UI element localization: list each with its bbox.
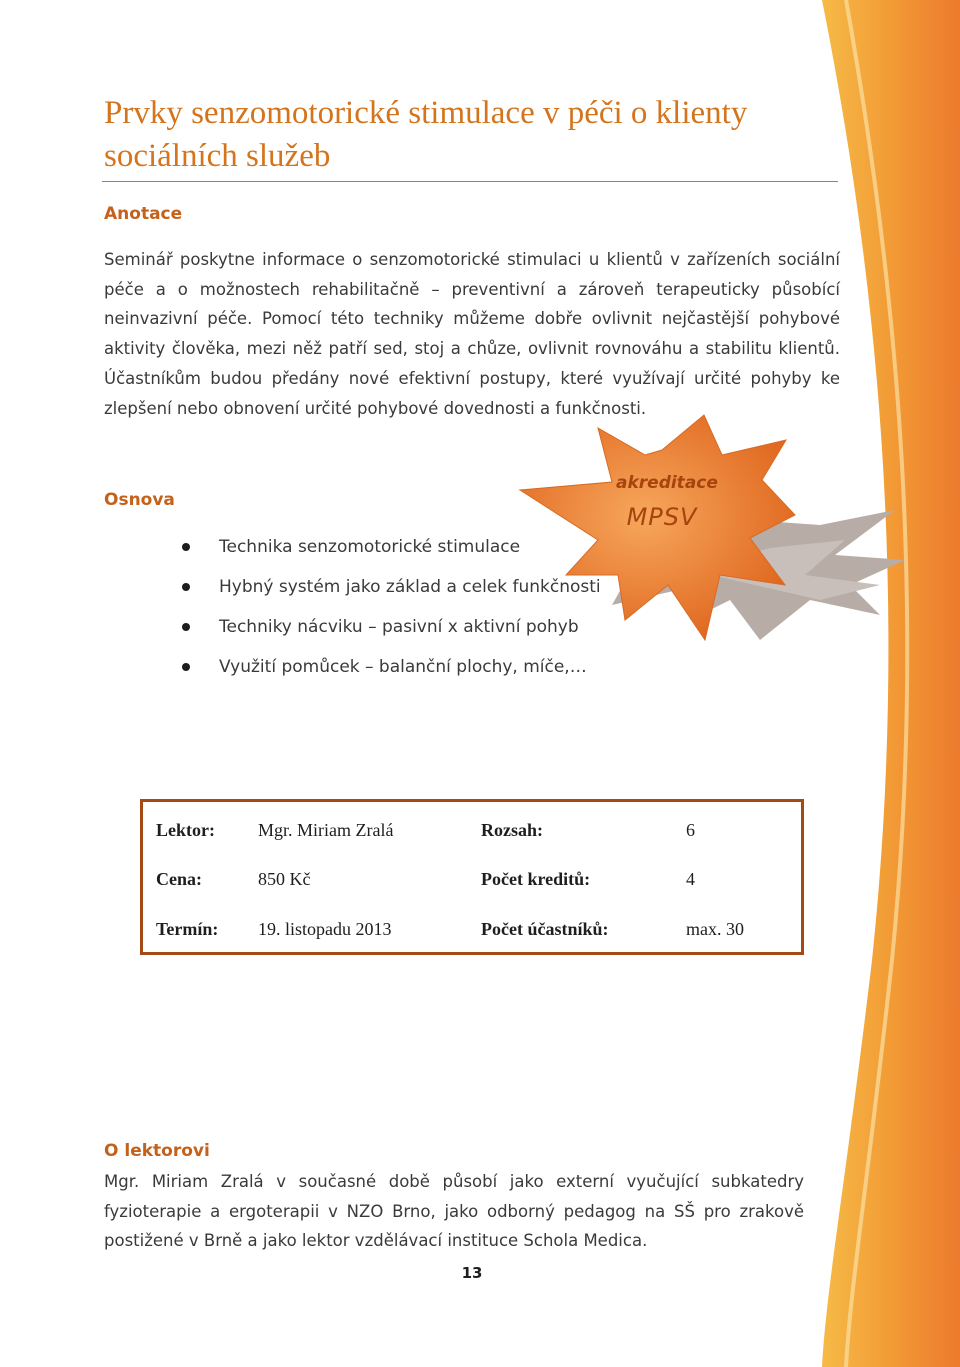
outline-item-text: Techniky nácviku – pasivní x aktivní pohyb: [219, 617, 579, 637]
bullet-icon: [182, 623, 190, 631]
lektor-label: Lektor:: [156, 820, 215, 840]
page-title: Prvky senzomotorické stimulace v péči o klienty sociálních služeb: [104, 95, 748, 174]
cena-value: 850 Kč: [258, 869, 311, 889]
course-info-box: [140, 799, 804, 955]
list-item: [180, 533, 601, 573]
lektor-value: Mgr. Miriam Zralá: [258, 820, 394, 840]
annotation-heading: Anotace: [104, 204, 183, 224]
rozsah-label: Rozsah:: [481, 820, 543, 840]
kredity-label: Počet kreditů:: [481, 869, 591, 889]
outline-item-text: Hybný systém jako základ a celek funkčnosti: [219, 577, 601, 597]
termin-value: 19. listopadu 2013: [258, 919, 392, 939]
lecturer-heading: O lektorovi: [104, 1141, 210, 1161]
kredity-value: 4: [686, 869, 695, 889]
page-number: 13: [461, 1264, 483, 1282]
termin-label: Termín:: [156, 919, 219, 939]
title-divider: [102, 181, 838, 182]
outline-item-text: Využití pomůcek – balanční plochy, míče,…: [219, 657, 587, 677]
ucastnici-value: max. 30: [686, 919, 744, 939]
badge-line-mpsv: MPSV: [626, 503, 698, 531]
cena-label: Cena:: [156, 869, 202, 889]
outline-item-text: Technika senzomotorické stimulace: [219, 537, 521, 557]
list-item: [180, 653, 601, 693]
bullet-icon: [182, 543, 190, 551]
list-item: [180, 613, 601, 653]
list-item: [180, 573, 601, 613]
rozsah-value: 6: [686, 820, 695, 840]
annotation-text: Seminář poskytne informace o senzomotorické stimulaci u klientů v zařízeních sociální péče a o možnostech rehabilitačně – preventivní a zároveň terapeuticky působící neinvazivní péče. Pomocí této techniky můžeme dobře ovlivnit nejčastější pohybové aktivity člověka, mezi něž patří sed, stoj a chůze, ovlivnit rovnováhu a stabilitu klientů. Účastníkům budou předány nové efektivní postupy, které využívají určité pohyby ke zlepšení nebo obnovení určité pohybové dovednosti a funkčnosti.: [104, 250, 840, 418]
ucastnici-label: Počet účastníků:: [481, 919, 609, 939]
bullet-icon: [182, 663, 190, 671]
bullet-icon: [182, 583, 190, 591]
outline-heading: Osnova: [104, 490, 175, 510]
outline-list: [180, 533, 601, 693]
lecturer-text: Mgr. Miriam Zralá v současné době působí jako externí vyučující subkatedry fyzioterapie a ergoterapii v NZO Brno, jako odborný pedagog na SŠ pro zrakově postižené v Brně a jako lektor vzdělávací instituce Schola Medica.: [104, 1172, 804, 1251]
badge-line-accreditation: akreditace: [616, 473, 718, 493]
